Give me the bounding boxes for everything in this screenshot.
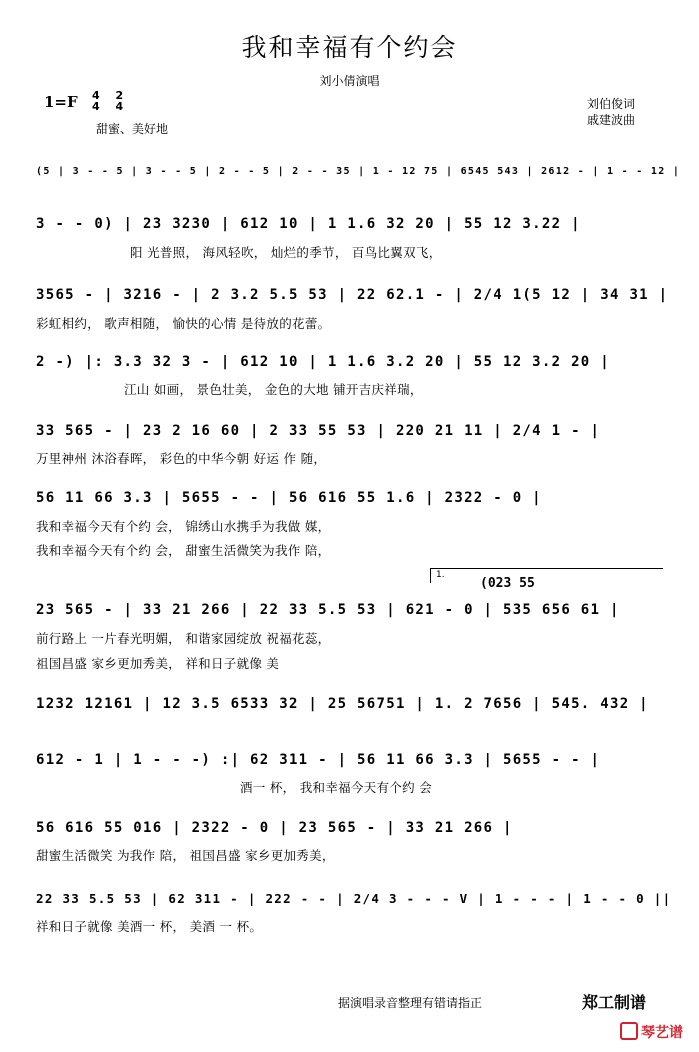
score-line-9-notes: 612 - 1 | 1 - - -) :| 62 311 - | 56 11 66 3.3 | 5655 - - |: [36, 752, 601, 768]
key-signature: 1=F: [44, 93, 78, 111]
score-line-2-notes: 3 - - 0) | 23 3230 | 612 10 | 1 1.6 32 20 | 55 12 3.22 |: [36, 216, 581, 232]
score-line-6-lyrics-verse-2: 我和幸福今天有个约 会， 甜蜜生活微笑为我作 陪，: [36, 543, 331, 558]
site-logo[interactable]: [620, 1022, 683, 1042]
lyricist-credit: 刘伯俊词: [587, 97, 636, 111]
logo-icon: [620, 1022, 638, 1040]
score-line-7-notes: 23 565 - | 33 21 266 | 22 33 5.5 53 | 621 - 0 | 535 656 61 |: [36, 602, 620, 618]
time-sig-top: 4: [92, 89, 100, 102]
footer-note: 据演唱录音整理有错请指正: [338, 996, 483, 1010]
score-line-10-lyrics: 甜蜜生活微笑 为我作 陪， 祖国昌盛 家乡更加秀美，: [36, 848, 335, 863]
score-line-5-notes: 33 565 - | 23 2 16 60 | 2 33 55 53 | 220 21 11 | 2/4 1 - |: [36, 423, 601, 439]
first-ending-bracket: [430, 568, 663, 583]
score-line-3-lyrics: 彩虹相约， 歌声相随， 愉快的心情 是待放的花蕾。: [36, 316, 331, 331]
score-line-4-notes: 2 -) |: 3.3 32 3 - | 612 10 | 1 1.6 3.2 20 | 55 12 3.2 20 |: [36, 354, 610, 370]
expression-marking: 甜蜜、美好地: [96, 122, 169, 136]
time-sig-bottom: 4: [115, 100, 124, 113]
logo-text: 琴艺谱: [641, 1025, 683, 1041]
time-signature-2-4: [116, 90, 130, 112]
song-title: 我和幸福有个约会: [241, 33, 458, 62]
score-line-9-lyrics: 酒一 杯， 我和幸福今天有个约 会: [240, 780, 433, 795]
time-signatures: [92, 90, 135, 112]
score-line-2-lyrics: 阳 光普照， 海风轻吹， 灿烂的季节， 百鸟比翼双飞，: [130, 245, 442, 260]
score-line-3-notes: 3565 - | 3216 - | 2 3.2 5.5 53 | 22 62.1 - | 2/4 1(5 12 | 34 31 |: [36, 287, 669, 303]
singer-credit: 刘小倩演唱: [319, 74, 380, 88]
score-line-11-notes: 22 33 5.5 53 | 62 311 - | 222 - - | 2/4 3 - - - V | 1 - - - | 1 - - 0 ||: [36, 891, 672, 906]
time-sig-bottom: 4: [92, 100, 100, 113]
score-line-10-notes: 56 616 55 016 | 2322 - 0 | 23 565 - | 33 21 266 |: [36, 820, 513, 836]
score-line-4-lyrics: 江山 如画， 景色壮美， 金色的大地 铺开吉庆祥瑞，: [124, 382, 423, 397]
score-line-5-lyrics: 万里神州 沐浴春晖， 彩色的中华今朝 好运 作 随，: [36, 451, 327, 466]
score-line-7-lyrics-verse-2: 祖国昌盛 家乡更加秀美， 祥和日子就像 美: [36, 656, 280, 671]
time-signature-4-4: [92, 90, 106, 112]
first-ending-label: 1.: [436, 570, 445, 580]
score-line-7-lyrics-verse-1: 前行路上 一片春光明媚， 和谐家园绽放 祝福花蕊，: [36, 631, 331, 646]
score-line-1-notes: (5 | 3 - - 5 | 3 - - 5 | 2 - - 5 | 2 - - 35 | 1 - 12 75 | 6545 543 | 2612 - | 1 - - 12 |: [36, 166, 681, 177]
composer-credit: 戚建波曲: [587, 113, 636, 127]
time-sig-top: 2: [115, 89, 124, 102]
score-line-6-notes: 56 11 66 3.3 | 5655 - - | 56 616 55 1.6 | 2322 - 0 |: [36, 490, 542, 506]
score-line-8-notes: 1232 12161 | 12 3.5 6533 32 | 25 56751 | 1. 2 7656 | 545. 432 |: [36, 696, 649, 712]
volta-pickup-notes: (023 55: [480, 576, 535, 591]
score-line-6-lyrics-verse-1: 我和幸福今天有个约 会， 锦绣山水携手为我做 媒，: [36, 519, 331, 534]
score-line-11-lyrics: 祥和日子就像 美酒一 杯， 美酒 一 杯。: [36, 919, 263, 934]
arranger-credit: 郑工制谱: [582, 993, 647, 1012]
